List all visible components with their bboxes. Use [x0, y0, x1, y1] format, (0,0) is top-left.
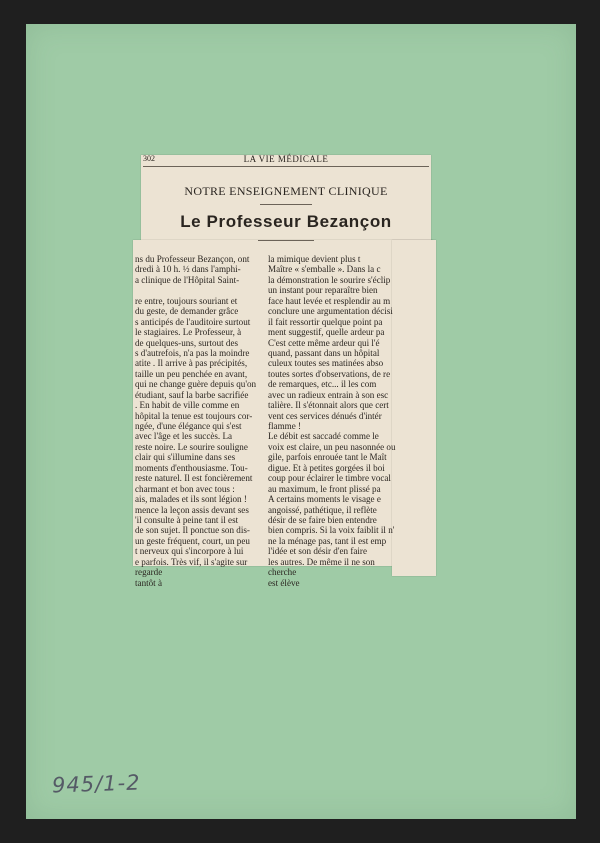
article-line: A certains moments le visage e [268, 494, 381, 505]
article-line: les autres. De même il ne son [268, 556, 375, 567]
article-line: a clinique de l'Hôpital Saint- [135, 274, 240, 285]
article-column-right [268, 254, 434, 588]
journal-name: LA VIE MÉDICALE [243, 154, 329, 164]
article-line: t nerveux qui s'incorpore à lui [135, 546, 244, 557]
article-line: gile, parfois enrouée tant le Maît [268, 452, 387, 463]
headline-rule [258, 240, 314, 241]
article-line: conclure une argumentation décisi [268, 306, 393, 317]
article-line: vent ces services dénués d'intér [268, 410, 382, 421]
article-line: e parfois. Très vif, il s'agite sur [135, 556, 248, 567]
article-line: dredi à 10 h. ½ dans l'amphi- [135, 264, 241, 275]
article-line: étudiant, sauf la barbe sacrifiée [135, 389, 249, 400]
journal-page-number: 302 [143, 154, 155, 163]
article-line: hôpital la tenue est toujours cor- [135, 410, 253, 421]
section-title: NOTRE ENSEIGNEMENT CLINIQUE [184, 184, 388, 198]
article-line: de remarques, etc... il les com [268, 379, 377, 390]
article-line: clair qui s'illumine dans ses [135, 452, 236, 463]
article-line: culeux toutes ses matinées abso [268, 358, 384, 369]
article-line: talière. Il s'étonnait alors que cert [268, 400, 389, 411]
article-line: face haut levée et resplendir au m [268, 295, 391, 306]
article-line: ment suggestif, quelle ardeur pa [268, 327, 385, 338]
section-rule [260, 204, 312, 205]
article-line: regarde [135, 567, 163, 578]
article-line: un geste fréquent, court, un peu [135, 535, 250, 546]
article-line: flamme ! [268, 421, 302, 431]
article-line: re entre, toujours souriant et [135, 295, 238, 306]
article-line: avec l'âge et les succès. La [135, 431, 233, 442]
article-line: le stagiaires. Le Professeur, à [135, 327, 242, 338]
article-line: s anticipés de l'auditoire surtout [135, 316, 251, 327]
article-line: de quelques-uns, surtout des [135, 337, 239, 348]
handwritten-reference: 945/1-2 [51, 770, 141, 798]
article-line: est élève [268, 577, 300, 588]
article-line: avec un radieux entrain à son esc [268, 389, 389, 400]
article-line: désir de se faire bien entendre [268, 514, 377, 525]
article-line: digue. Et à petites gorgées il boi [268, 462, 385, 473]
article-line: moments d'enthousiasme. Tou- [135, 462, 248, 473]
article-line: C'est cette même ardeur qui l'é [268, 337, 380, 348]
article-line: 'il consulte à peine tant il est [135, 514, 239, 525]
article-line: la démonstration le sourire s'éclip [268, 274, 391, 285]
article-line: mence la leçon assis devant ses [135, 504, 249, 515]
article-line: s d'autrefois, n'a pas la moindre [135, 347, 250, 358]
article-line: l'idée et son désir d'en faire [268, 546, 367, 557]
article-line: taille un peu penchée en avant, [135, 368, 248, 379]
article-line: ns du Professeur Bezançon, ont [135, 254, 250, 264]
article-line: de son sujet. Il ponctue son dis- [135, 525, 250, 536]
article-line: tantôt à [135, 577, 163, 588]
article-line: ne la ménage pas, tant il est emp [268, 535, 387, 546]
article-line: ais, malades et ils sont légion ! [135, 494, 247, 505]
article-line: atite . Il arrive à pas précipités, [135, 358, 248, 369]
article-line: du geste, de demander grâce [135, 306, 239, 317]
article-line: charmant et bon avec tous : [135, 483, 235, 494]
article-line: au maximum, le front plissé pa [268, 483, 381, 494]
article-line: . En habit de ville comme en [135, 400, 240, 411]
article-line: la mimique devient plus t [268, 254, 361, 264]
article-column-left [135, 254, 265, 588]
article-line: il fait ressortir quelque point pa [268, 316, 383, 327]
article-headline: Le Professeur Bezançon [180, 212, 392, 231]
article-line: Le débit est saccadé comme le [268, 431, 379, 442]
header-rule [143, 166, 429, 167]
article-line: voix est claire, un peu nasonnée ou [268, 441, 396, 452]
article-line: un instant pour reparaître bien [268, 285, 378, 296]
article-line: cherche [268, 567, 297, 578]
article-line: reste noire. Le sourire souligne [135, 441, 248, 452]
article-line: toutes sortes d'observations, de re [268, 368, 391, 379]
article-line: quand, passant dans un hôpital [268, 347, 380, 358]
article-line: qui ne change guère depuis qu'on [135, 379, 257, 390]
article-line: Maître « s'emballe ». Dans la c [268, 264, 381, 275]
article-line: angoissé, pathétique, il reflète [268, 504, 377, 515]
article-line [135, 285, 265, 295]
article-line: ngée, d'une élégance qui s'est [135, 421, 242, 431]
article-line: coup pour éclairer le timbre vocal [268, 473, 391, 484]
article-line: reste naturel. Il est foncièrement [135, 473, 253, 484]
article-line: bien compris. Si la voix faiblit il n' [268, 525, 395, 536]
